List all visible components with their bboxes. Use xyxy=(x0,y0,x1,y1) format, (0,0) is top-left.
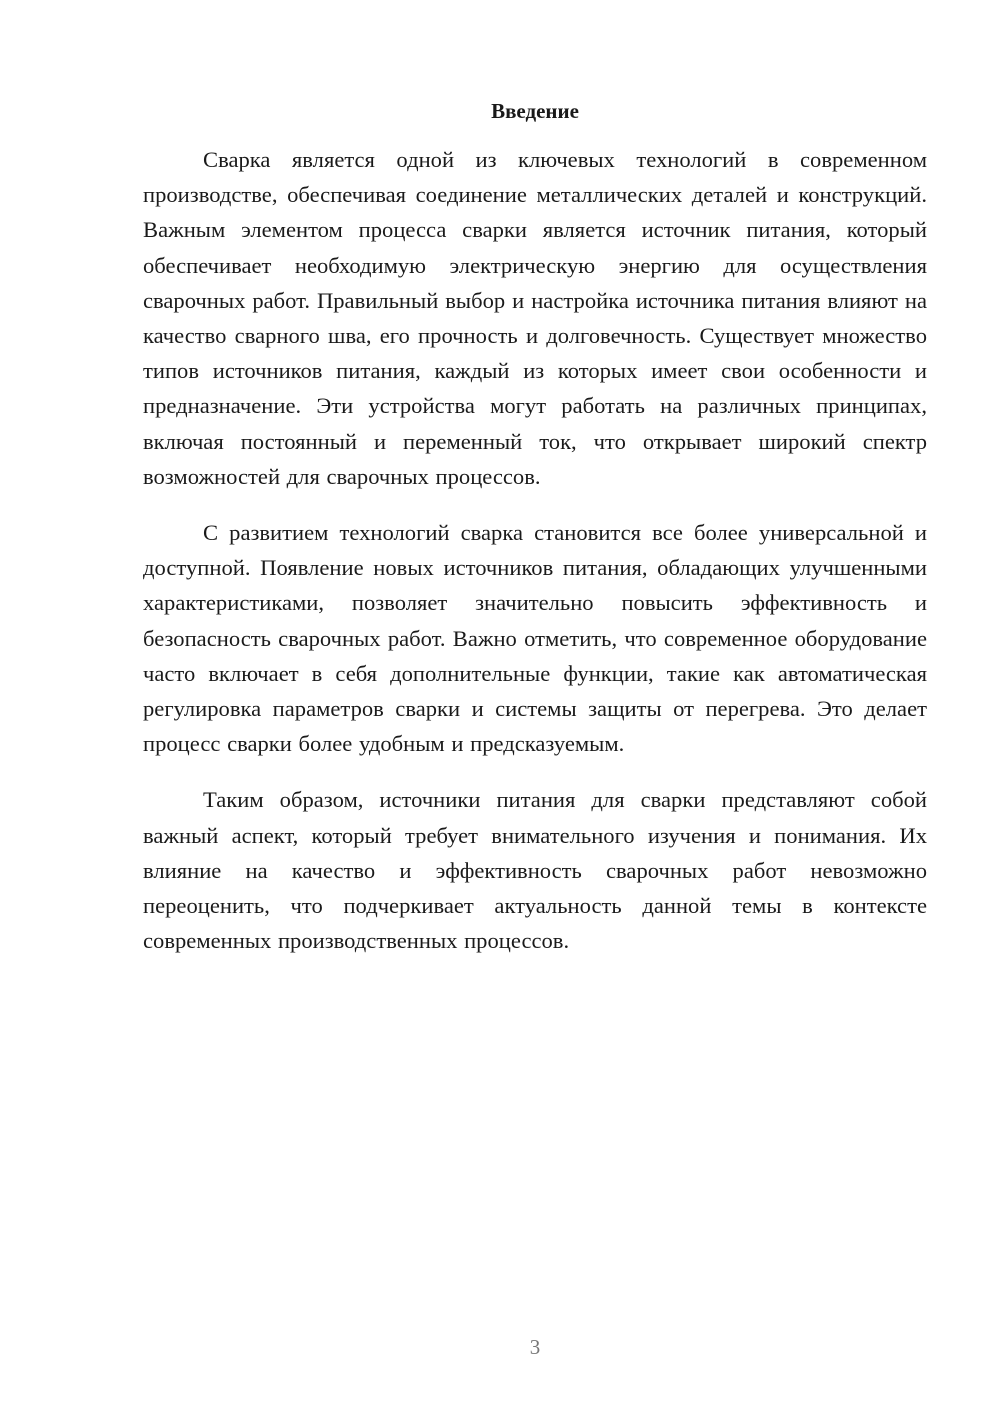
section-heading: Введение xyxy=(491,99,579,123)
paragraph-1: Сварка является одной из ключевых технологий в современном производстве, обеспечивая соединение металлических деталей и конструкций. Важным элементом процесса сварки является источник питания, который обеспечивает необходимую электрическую энергию для осуществления сварочных работ. Правильный выбор и настройка источника питания влияют на качество сварного шва, его прочность и долговечность. Существует множество типов источников питания, каждый из которых имеет свои особенности и предназначение. Эти устройства могут работать на различных принципах, включая постоянный и переменный ток, что открывает широкий спектр возможностей для сварочных процессов. xyxy=(143,147,927,489)
page-number: 3 xyxy=(529,1335,541,1359)
paragraph-3: Таким образом, источники питания для сварки представляют собой важный аспект, который требует внимательного изучения и понимания. Их влияние на качество и эффективность сварочных работ невозможно переоценить, что подчеркивает актуальность данной темы в контексте современных производственных процессов. xyxy=(143,787,927,954)
paragraph-2: С развитием технологий сварка становится все более универсальной и доступной. Появление новых источников питания, обладающих улучшенными характеристиками, позволяет значительно повысить эффективность и безопасность сварочных работ. Важно отметить, что современное оборудование часто включает в себя дополнительные функции, такие как автоматическая регулировка параметров сварки и системы защиты от перегрева. Это делает процесс сварки более удобным и предсказуемым. xyxy=(143,520,927,757)
body-text xyxy=(143,142,927,979)
